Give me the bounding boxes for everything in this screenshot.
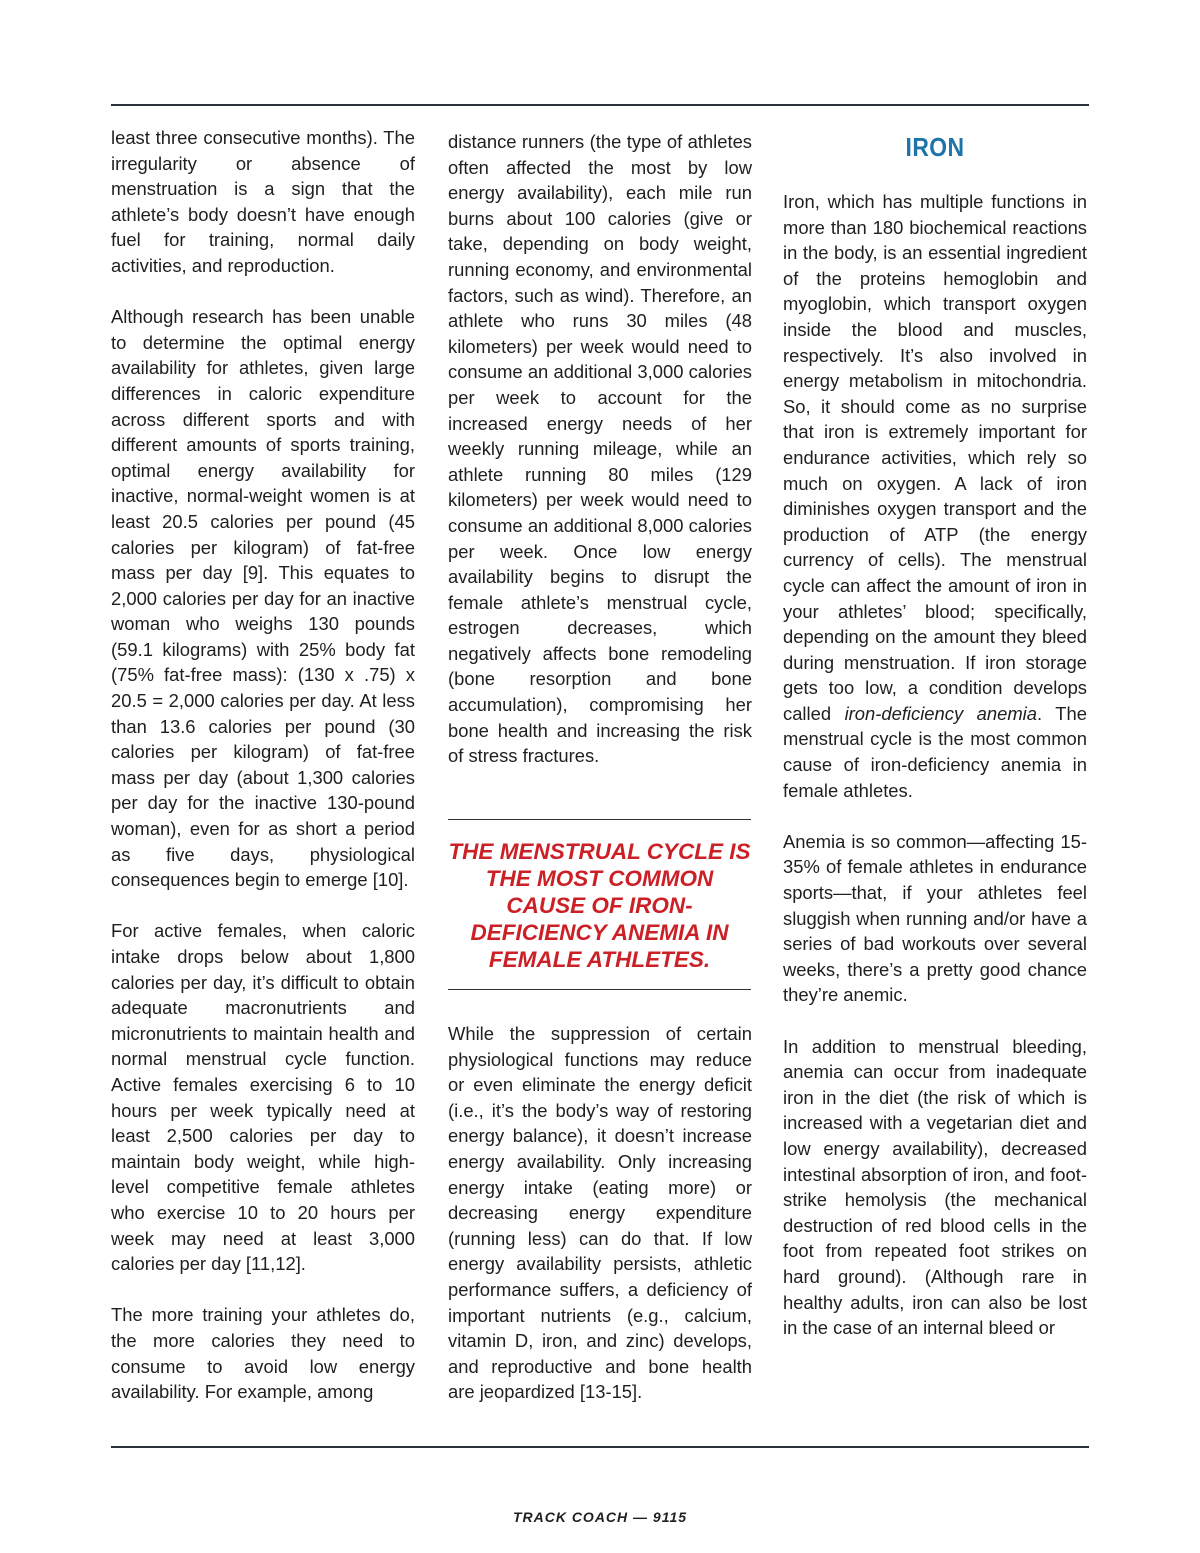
pullquote-bottom-rule bbox=[448, 989, 751, 990]
section-heading: IRON bbox=[905, 132, 965, 162]
paragraph: The more training your athletes do, the more calories they need to consume to avoid low energy availability. For example, among bbox=[111, 1304, 415, 1403]
paragraph bbox=[783, 189, 1087, 803]
column-3 bbox=[783, 189, 1087, 1366]
column-1 bbox=[111, 125, 415, 1430]
bottom-rule bbox=[111, 1446, 1089, 1448]
text-span: . The menstrual cycle is the most common cause of iron-deficiency anemia in female athletes. bbox=[783, 702, 1087, 801]
paragraph: least three consecutive months). The irregularity or absence of menstruation is a sign that the athlete’s body doesn’t have enough fuel for training, normal daily activities, and reproduction. bbox=[111, 127, 415, 276]
top-rule bbox=[111, 104, 1089, 106]
page-footer: TRACK COACH — 9115 bbox=[512, 1509, 688, 1525]
column-2 bbox=[448, 129, 752, 794]
paragraph: Although research has been unable to determine the optimal energy availability for athletes, given large differences in caloric expenditure across different sports and with different amounts of sports training, optimal energy availability for inactive, normal-weight women is at least 20.5 calories per pound (45 calories per kilogram) of fat-free mass per day [9]. This equates to 2,000 calories per day for an inactive woman who weighs 130 pounds (59.1 kilograms) with 25% body fat (75% fat-free mass): (130 x .75) x 20.5 = 2,000 calories per day. At less than 13.6 calories per pound (30 calories per kilogram) of fat-free mass per day (about 1,300 calories per day for the inactive 130-pound woman), even for as short a period as five days, physiological consequences begin to emerge [10]. bbox=[111, 306, 415, 891]
paragraph: distance runners (the type of athletes often affected the most by low energy availability), each mile run burns about 100 calories (give or take, depending on body weight, running economy, and environmental factors, such as wind). Therefore, an athlete who runs 30 miles (48 kilometers) per week would need to consume an additional 3,000 calories per week to account for the increased energy needs of her weekly running mileage, while an athlete running 80 miles (129 kilometers) per week would need to consume an additional 8,000 calories per week. Once low energy availability begins to disrupt the female athlete’s menstrual cycle, estrogen decreases, which negatively affects bone remodeling (bone resorption and bone accumulation), compromising her bone health and increasing the risk of stress fractures. bbox=[448, 131, 752, 767]
pullquote: THE MENSTRUAL CYCLE IS THE MOST COMMON CAUSE OF IRON-DEFICIENCY ANEMIA IN FEMALE ATHLETES. bbox=[448, 839, 751, 972]
paragraph: In addition to menstrual bleeding, anemia can occur from inadequate iron in the diet (the risk of which is increased with a vegetarian diet and low energy availability), decreased intestinal absorption of iron, and foot-strike hemolysis (the mechanical destruction of red blood cells in the foot from repeated foot strikes on hard ground). (Although rare in healthy adults, iron can also be lost in the case of an internal bleed or bbox=[783, 1035, 1087, 1339]
pullquote-top-rule bbox=[448, 819, 751, 820]
text-span: Iron, which has multiple functions in more than 180 biochemical reactions in the body, is an essential ingredient of the proteins hemoglobin and myoglobin, which transport oxygen inside the blood and muscles, respectively. It’s also involved in energy metabolism in mitochondria. So, it should come as no surprise that iron is extremely important for endurance activities, which rely so much on oxygen. A lack of iron diminishes oxygen transport and the production of ATP (the energy currency of cells). The menstrual cycle can affect the amount of iron in your athletes’ blood; specifically, depending on the amount they bleed during menstruation. If iron storage gets too low, a condition develops called bbox=[783, 191, 1087, 724]
paragraph: For active females, when caloric intake drops below about 1,800 calories per day, it’s difficult to obtain adequate macronutrients and micronutrients to maintain health and normal menstrual cycle function. Active females exercising 6 to 10 hours per week typically need at least 2,500 calories per day to maintain body weight, while high-level competitive female athletes who exercise 10 to 20 hours per week may need at least 3,000 calories per day [11,12]. bbox=[111, 920, 415, 1275]
paragraph: While the suppression of certain physiological functions may reduce or even eliminate the energy deficit (i.e., it’s the body’s way of restoring energy balance), it doesn’t increase energy availability. Only increasing energy intake (eating more) or decreasing energy expenditure (running less) can do that. If low energy availability persists, athletic performance suffers, a deficiency of important nutrients (e.g., calcium, vitamin D, iron, and zinc) develops, and reproductive and bone health are jeopardized [13-15]. bbox=[448, 1023, 752, 1403]
emphasis-term: iron-deficiency anemia bbox=[844, 702, 1037, 724]
paragraph: Anemia is so common—affecting 15-35% of female athletes in endurance sports—that, if your athletes feel sluggish when running and/or have a series of bad workouts over several weeks, there’s a pretty good chance they’re anemic. bbox=[783, 830, 1087, 1006]
column-2-continued bbox=[448, 1021, 752, 1431]
